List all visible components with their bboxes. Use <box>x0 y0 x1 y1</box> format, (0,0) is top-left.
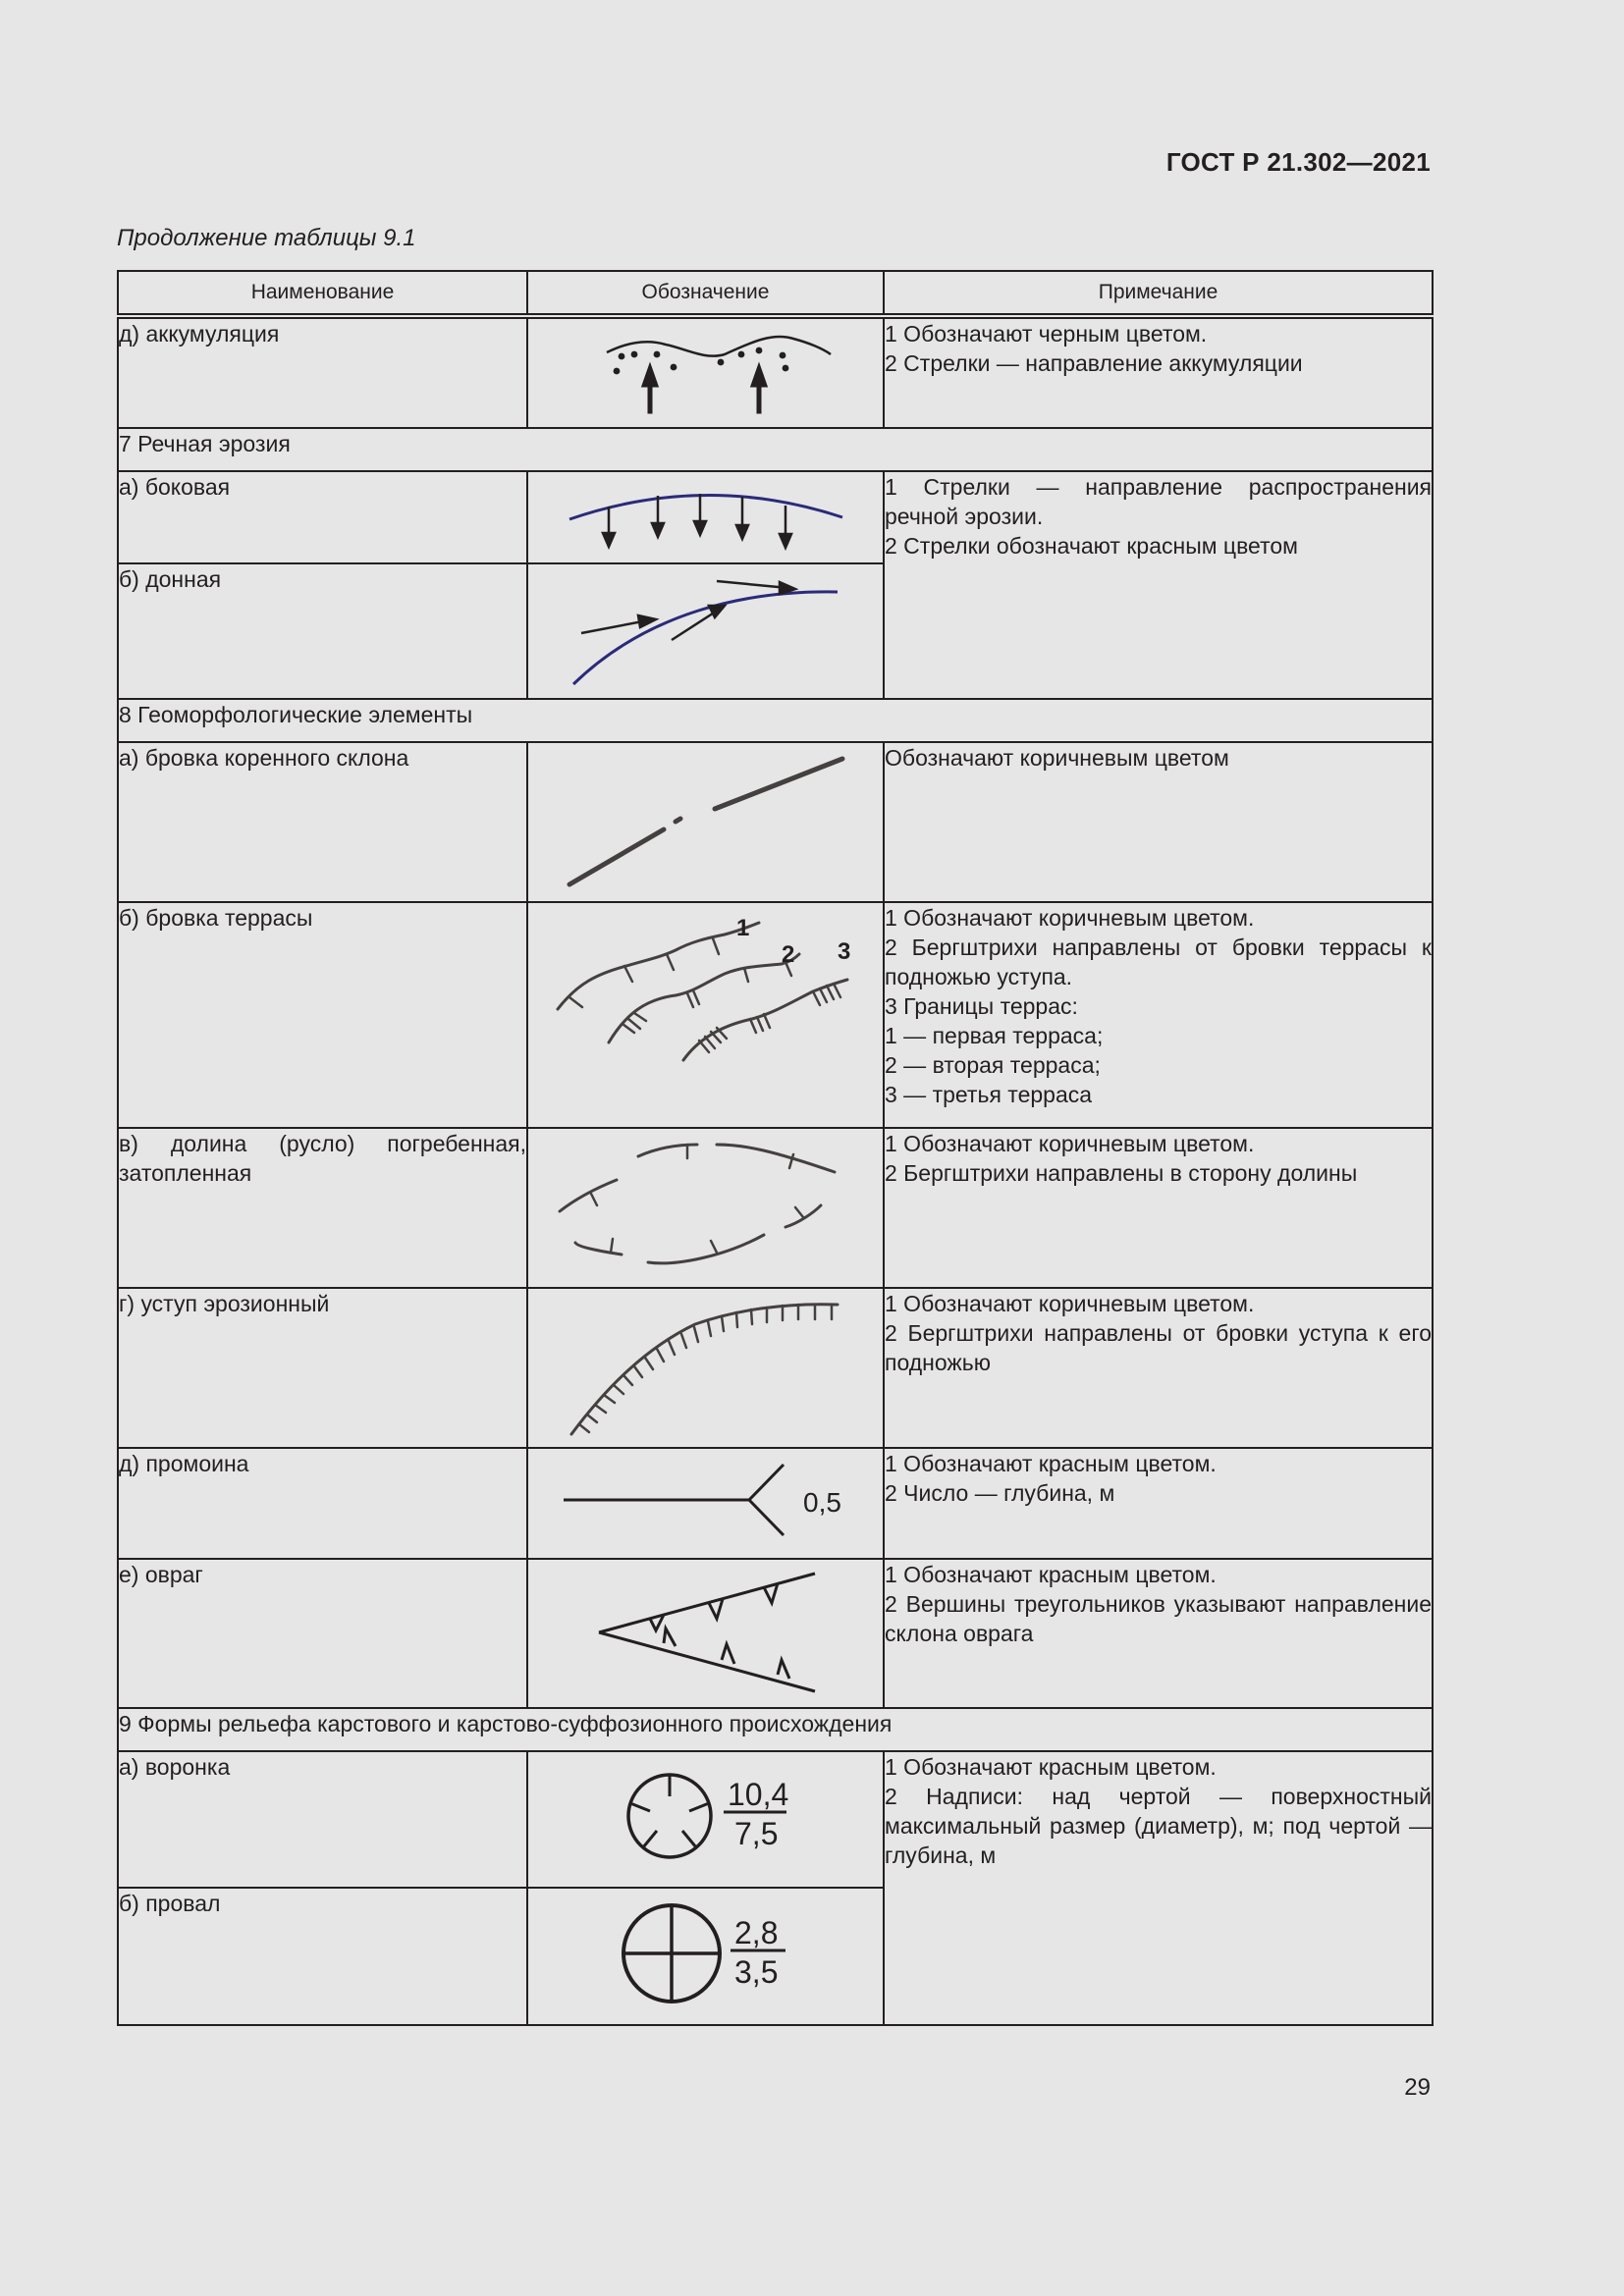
row-note <box>884 742 1433 902</box>
row-name: а) бровка коренного склона <box>118 742 527 902</box>
table-row <box>118 1128 1433 1288</box>
note-line: 1 Обозначают коричневым цветом. <box>885 1291 1255 1316</box>
lateral-erosion-symbol <box>528 472 885 562</box>
note-line: 3 Границы террас: <box>885 993 1078 1019</box>
standard-code: ГОСТ Р 21.302—2021 <box>1165 147 1431 177</box>
note-line: 1 Обозначают коричневым цветом. <box>885 1131 1255 1156</box>
row-name-text: в) долина (русло) погребенная, затопленная <box>119 1131 526 1186</box>
table-row <box>118 1448 1433 1559</box>
karst-sinkhole-symbol <box>528 1889 885 2024</box>
note-line: 1 Обозначают коричневым цветом. <box>885 905 1255 931</box>
row-note <box>884 1559 1433 1708</box>
page-number: 29 <box>1404 2074 1431 2101</box>
row-name: б) донная <box>118 563 527 699</box>
row-name: а) боковая <box>118 471 527 563</box>
row-name: г) уступ эрозионный <box>118 1288 527 1448</box>
gully-depth-value: 0,5 <box>803 1487 841 1518</box>
row-name: д) аккумуляция <box>118 316 527 428</box>
note-line: 1 Обозначают красным цветом. <box>885 1754 1217 1780</box>
note-line: 1 — первая терраса; <box>885 1023 1104 1048</box>
note-line: 2 Вершины треугольников указывают направление склона оврага <box>885 1591 1432 1646</box>
table-caption: Продолжение таблицы 9.1 <box>117 225 416 251</box>
note-line: 2 Стрелки — направление аккумуляции <box>885 350 1303 376</box>
symbol-cell <box>527 742 884 902</box>
symbol-cell <box>527 563 884 699</box>
funnel-depth: 7,5 <box>734 1816 779 1851</box>
gully-symbol <box>528 1449 885 1558</box>
row-name: е) овраг <box>118 1559 527 1708</box>
table-row <box>118 1559 1433 1708</box>
symbol-cell <box>527 316 884 428</box>
row-name <box>118 1128 527 1288</box>
row-note <box>884 316 1433 428</box>
bottom-erosion-symbol <box>528 564 885 698</box>
karst-funnel-symbol <box>528 1752 885 1887</box>
row-note <box>884 902 1433 1128</box>
note-line: Обозначают коричневым цветом <box>885 745 1229 771</box>
terrace-label-2: 2 <box>782 941 795 968</box>
section-title: 8 Геоморфологические элементы <box>118 699 1433 742</box>
section-row <box>118 1708 1433 1751</box>
note-line: 2 Бергштрихи направлены от бровки уступа к его подножью <box>885 1320 1432 1375</box>
note-line: 2 Бергштрихи направлены в сторону долины <box>885 1160 1358 1186</box>
note-line: 2 Число — глубина, м <box>885 1480 1115 1506</box>
accumulation-symbol <box>528 319 885 427</box>
symbol-cell <box>527 1888 884 2025</box>
note-line: 1 Стрелки — направление распространения речной эрозии. <box>885 474 1432 529</box>
row-note <box>884 1448 1433 1559</box>
symbols-table <box>117 270 1434 2026</box>
table-row <box>118 742 1433 902</box>
note-line: 1 Обозначают красным цветом. <box>885 1451 1217 1476</box>
note-line: 1 Обозначают черным цветом. <box>885 321 1208 347</box>
note-line: 3 — третья терраса <box>885 1082 1093 1107</box>
section-title: 9 Формы рельефа карстового и карстово-суффозионного происхождения <box>118 1708 1433 1751</box>
row-note <box>884 1288 1433 1448</box>
table-row <box>118 316 1433 428</box>
bedrock-edge-symbol <box>528 743 885 901</box>
terrace-label-1: 1 <box>736 915 750 941</box>
sinkhole-diameter: 2,8 <box>734 1915 779 1950</box>
table-row <box>118 902 1433 1128</box>
row-note <box>884 1128 1433 1288</box>
table-row <box>118 471 1433 563</box>
note-line: 2 — вторая терраса; <box>885 1052 1101 1078</box>
section-row <box>118 428 1433 471</box>
erosion-scarp-symbol <box>528 1289 885 1447</box>
table-header-row <box>118 271 1433 316</box>
note-line: 1 Обозначают красным цветом. <box>885 1562 1217 1587</box>
symbol-cell <box>527 1751 884 1888</box>
symbol-cell <box>527 1559 884 1708</box>
column-header-symbol: Обозначение <box>527 271 884 316</box>
buried-valley-symbol <box>528 1129 885 1287</box>
funnel-diameter: 10,4 <box>728 1777 789 1812</box>
row-name: б) бровка террасы <box>118 902 527 1128</box>
section-row <box>118 699 1433 742</box>
table-row <box>118 1751 1433 1888</box>
row-name: б) провал <box>118 1888 527 2025</box>
column-header-note: Примечание <box>884 271 1433 316</box>
symbol-cell <box>527 1128 884 1288</box>
symbol-cell <box>527 1448 884 1559</box>
row-name: а) воронка <box>118 1751 527 1888</box>
symbol-cell <box>527 1288 884 1448</box>
terrace-edge-symbol <box>528 903 885 1127</box>
row-note <box>884 1751 1433 2025</box>
terrace-label-3: 3 <box>838 938 851 965</box>
column-header-name: Наименование <box>118 271 527 316</box>
symbol-cell <box>527 471 884 563</box>
row-note <box>884 471 1433 699</box>
note-line: 2 Стрелки обозначают красным цветом <box>885 533 1298 559</box>
table-row <box>118 1288 1433 1448</box>
sinkhole-depth: 3,5 <box>734 1954 779 1990</box>
section-title: 7 Речная эрозия <box>118 428 1433 471</box>
note-line: 2 Бергштрихи направлены от бровки террасы к подножью уступа. <box>885 934 1432 989</box>
ravine-symbol <box>528 1560 885 1707</box>
symbol-cell <box>527 902 884 1128</box>
note-line: 2 Надписи: над чертой — поверхностный максимальный размер (диаметр), м; под чертой — глубина, м <box>885 1784 1432 1868</box>
row-name: д) промоина <box>118 1448 527 1559</box>
